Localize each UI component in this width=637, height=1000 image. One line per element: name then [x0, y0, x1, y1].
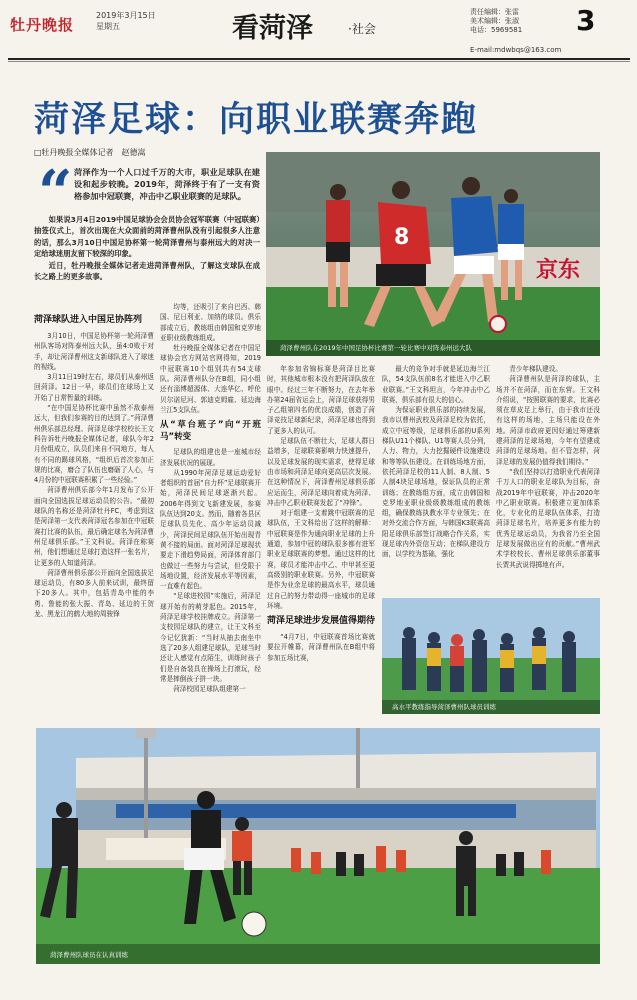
match-photo [266, 152, 600, 356]
paragraph: 3月10日，中国足协杯第一轮菏泽曹州队客场对阵泰州远大队，虽4:0败于对手，却让菏泽曹州这支新球队进入了球迷的视线。 [34, 332, 154, 371]
newspaper-logo: 牡丹晚报 [10, 16, 75, 34]
masthead-rule-thin [8, 61, 630, 62]
paragraph: “4月7日，中冠联赛首场比赛就要拉开帷幕，菏泽曹州队在B组中将参加五场比赛， [267, 633, 375, 662]
section-title: 看菏泽 [232, 13, 313, 44]
photo-caption: 高水平教练指导菏泽曹州队球员训练 [392, 703, 496, 711]
paragraph: 对于组建一支着跳中冠联赛的足球队伍，王文科给出了这样的解释：中冠联赛是作为通向职业足球的上升通道，参加中冠的球队很多都有进军职业足球联赛的梦想。通过这样的比赛，球员才能冲击中乙、中甲甚至更高级别的职业联赛。另外，中冠联赛是作为业余足球的最高水平，球员通过自己的努力带动得一座城市的足球环境。 [267, 509, 375, 610]
article-column-4 [382, 364, 490, 594]
section-subheading: 从“草台班子”向“开班马”转变 [160, 420, 261, 443]
paragraph: 菏泽曹州俱乐部公开面向全国选拔足球运动员，有80多人前来试训，最终留下20多人。其中，包括青岛中能的李勇、鲁能的张大振、青岛、延边的王贺龙、黑龙江的鹤大地的周骏锋 [34, 568, 154, 619]
lead-paragraph: 如果说3月4日2019中国足球协会会员协会冠军联赛（中冠联赛）抽签仪式上，首次出现在大众面前的菏泽曹州队没有引起很多人注意的话，那么3月10日中国足协杯第一轮菏泽曹州与泰州远大的对决一定给球迷朋友留下较深的印象。 [34, 215, 260, 259]
paragraph: 从1990年菏泽足球运动爱好者组织的首届“自力杯”足球联赛开始，菏泽民间足球逐渐兴起。2006年得到文飞新建发展，参赛队伍达到20支。然而，随着各县区足球队员先化、高少年运动员减少，菏泽民间足球队伍开始出现青黄不接的局面。面对菏泽足球现状要走下滑趋势局面，菏泽体育部门也做过一些努力与尝试，但受限于场地设置，经济发展水平等因素，一直难有起色。 [160, 468, 261, 591]
article-column-2 [160, 302, 261, 724]
stadium-photo-illustration [36, 728, 600, 964]
banner-text: 京东 [536, 258, 581, 283]
stadium-training-photo [36, 728, 600, 964]
section-subheading: 菏泽球队进入中国足协阵列 [34, 315, 143, 325]
paragraph: 年参加省锦标赛是菏泽目比赛时，其他城市根本没有把菏泽队放在眼中。经过三年不断努力，在去年举办第24届省运会上，菏泽足球获得男子乙组第四名的优良成绩，创造了菏泽竞技足球新纪录，菏泽足球也得到了更多人的认可。 [267, 365, 375, 435]
svg-text:8: 8 [394, 225, 410, 250]
paragraph: “足球进校园”实施后，菏泽足球开始有的萌芽起色。2015年，菏泽足球学校挂牌成立。菏泽第一支校园足球队的建立，让王文科至今记忆犹新：“当时从抽去南坐中选了20多人组建足球队，足球当时还让人感觉有点陌生，训练时孩子们是自备装具在操场上打滚玩，经常是摔倒孩子拼一块。 [160, 592, 261, 683]
lead-text: 菏泽作为一个人口过千万的大市，职业足球队在建设和起步较晚。2019年，菏泽终于有了一支有资格参加中冠联赛，冲击中乙职业联赛的足球队。 [74, 167, 260, 202]
page-number: 3 [576, 4, 596, 37]
issue-date: 2019年3月15日 [96, 11, 156, 20]
editor-line: 电话：5969581 [470, 26, 523, 34]
paragraph: 3月11日19时左右，球员们从泰州返回菏泽。12日一早，球员们在球场上又开始了日常暂量的训练。 [34, 373, 154, 402]
paragraph: “在中国足协杯比赛中虽然不敌泰州远大，但我们参赛的目的达到了。”菏泽曹州俱乐部总经理、菏泽足球学校校长王文科告诉牡丹晚报全媒体记者，球队今年2月份组成立，队员们来自不同地方，每人有不同的踢球风格，“组织后首次参加正规的比赛，磨合了队伍也磨砺了人心，与4月份的中冠联赛积累了一些经验。” [34, 404, 154, 485]
article-column-5 [496, 364, 600, 594]
lead-paragraph: 近日，牡丹晚报全媒体记者走进菏泽曹州队，了解这支球队在成长之路上的更多故事。 [34, 260, 260, 282]
article-headline: 菏泽足球：向职业联赛奔跑 [34, 100, 479, 140]
masthead [0, 0, 637, 62]
paragraph: 足球队伍不断壮大，足球人群日益增多，足球联赛影响力快速提升，以及足球发展的现实需求，使得足球由市场和菏泽足球向更高层次发展。在这种情况下，菏泽曹州足球俱乐部应运而生，菏泽足球向着成为菏泽、冲击中乙职业联赛发起了“冲锋”。 [267, 437, 375, 507]
masthead-rule [8, 58, 630, 60]
photo-caption: 菏泽曹州队在2019年中国足协杯比赛第一轮比赛中对阵泰州远大队 [280, 344, 473, 352]
paragraph: 菏泽曹州队是菏泽的球队，主场并不在菏泽，而在东营。王文科介绍说，“按照联赛的要求，比赛必须在草皮足上举行，由于我市还没有这样的场地，主场只能设在外地。菏泽市政府更因好通过筹建新建菏泽的足球场地，今年有望建成菏泽的足球场地。但不管怎样，菏泽足球的发展仍值得我们期待。” [496, 375, 600, 466]
paragraph: 青少年梯队建设。 [509, 365, 562, 373]
paragraph: 足球队的组建也是一座城市经济发展状况的展现。 [160, 448, 261, 467]
paragraph: 牡丹晚报全媒体记者在中国足球协会官方网站官网得知，2019中冠联赛10个组别共有54支球队。菏泽曹州队分在B组，同小组还有淄博超源体、大连华亿、呼伦贝尔诺尼河、郭迪克姆雇、延边海兰江5支队伍。 [160, 344, 261, 414]
section-subtitle: ·社会 [348, 22, 376, 36]
issue-weekday: 星期五 [96, 22, 120, 31]
section-subheading: 菏泽足球进步发展值得期待 [267, 616, 375, 627]
match-photo-illustration [266, 152, 600, 356]
paragraph: 均等，还吸引了来自巴西、韩国、尼日利亚、加纳的球员。俱乐部成立后，教练组由韩国和克罗地亚职业级教练组成。 [160, 303, 261, 342]
paragraph: 菏泽校园足球队组建第一 [173, 685, 246, 694]
contact-email: E-mail:mdwbqs@163.com [470, 46, 562, 54]
training-photo [382, 598, 600, 714]
article-lead-2 [34, 214, 260, 296]
quote-mark-icon: “ [38, 158, 73, 228]
article-column-3 [267, 364, 375, 724]
article-column-1 [34, 310, 154, 724]
paragraph: 菏泽曹州俱乐部今年1月发布了公开面向全国选拔足球运动员的公告。“最初球队的名称还是菏泽牡丹FC，考虑到这是菏泽第一支代表菏泽冠名参加在中冠联赛打比赛的队伍，最后确定球名为菏泽曹州足球俱乐部。”王文科说。菏泽在称赛州，他们想通过足球打造这样一张名片，让更多的人知道菏泽。 [34, 486, 154, 567]
editor-credits [470, 8, 522, 35]
paragraph: “我们坚持以打造职业代表菏泽千万人口的职业足球队为目标，奋战2019年中冠联赛，冲击2020年中乙职业联赛。积极建立更加体系化，专业化的足球队伍体系，打造菏泽足球名片，培养更多有能力的优秀足球运动员，为我省乃至全国足球发展做出应有的贡献。”曹州武术学校校长、曹州足球俱乐部董事长贾其武说得掷地有声。 [496, 467, 600, 569]
article-lead [74, 166, 260, 216]
photo-caption: 菏泽曹州队球员在认真训练 [50, 951, 128, 959]
paragraph: 最大的竞争对手就是延边海兰江队，54支队伍前8名才能进入中乙职业联赛。”王文科坦言，今年冲击中乙联赛，俱乐部有很大的信心。 [382, 365, 490, 404]
editor-line: 美术编辑：张淑 [470, 17, 519, 25]
article-byline: □牡丹晚报全媒体记者 赵德嵩 [34, 148, 146, 157]
training-photo-illustration [382, 598, 600, 714]
editor-line: 责任编辑：张雷 [470, 8, 519, 16]
paragraph: 为保证职业俱乐部的持续发展，我市以曹州武校及菏泽足校为依托，成立中冠等级，足球俱乐部的U系列梯队U11个梯队、U1等赛人员分列，人力、物力，大力挖掘硬件设施建设和等等队伍建设。在训练场地方面，依托菏泽足校的11人制、8人制、5人制4块足球场地，保证队员的正常训练；在教练组方面，成立由韩国和克罗地亚职业级级教练组成的教练组，确保教练执教水平专业领先；在对外交流合作方面，与韩国K3联赛高阳足球俱乐部签订战略合作关系，实现足球内外资信互动；在梯队建设方面，以学校为基础，强化 [382, 406, 490, 559]
